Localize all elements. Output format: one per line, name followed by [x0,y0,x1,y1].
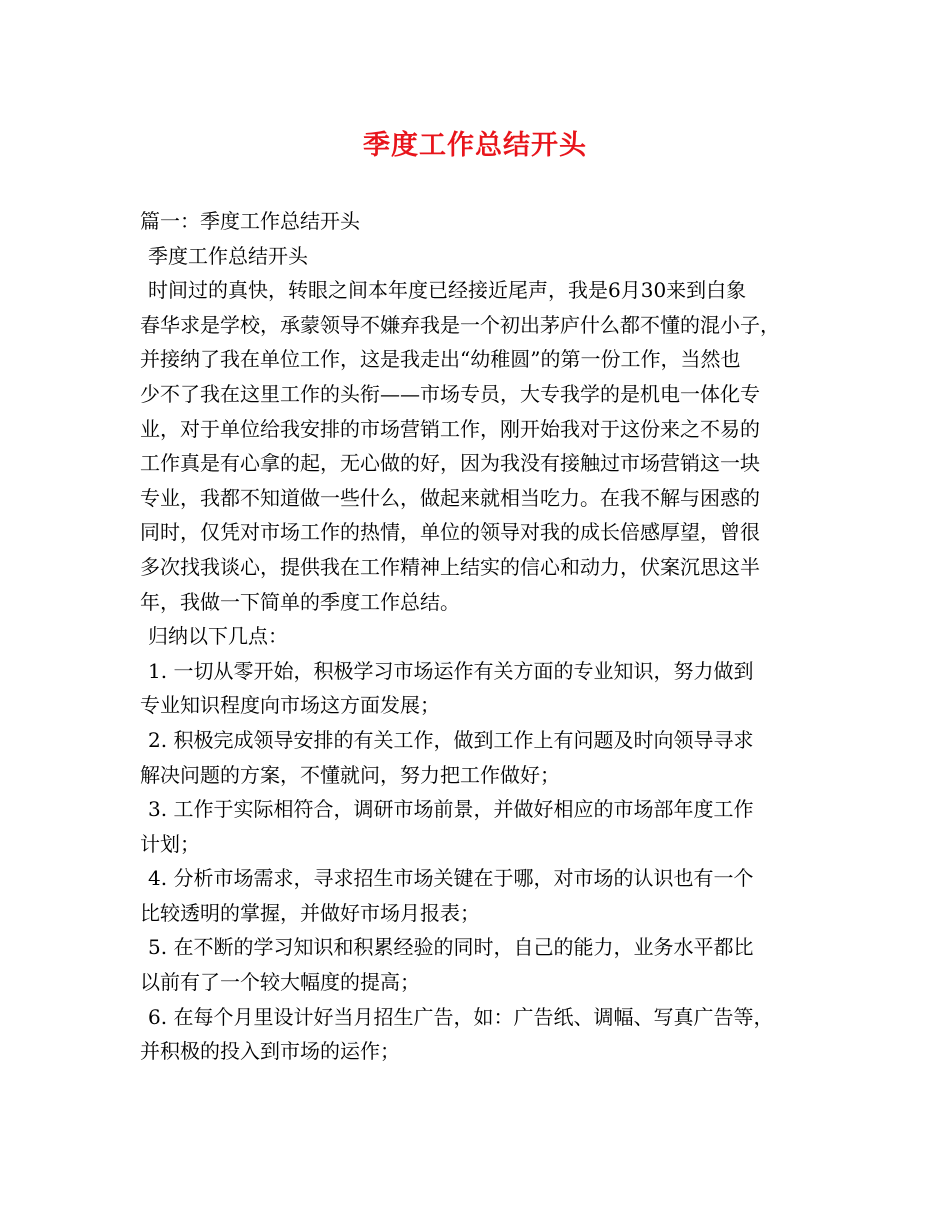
list-item-line: 2. 积极完成领导安排的有关工作，做到工作上有问题及时向领导寻求 [148,727,754,752]
list-item-line: 5. 在不断的学习知识和积累经验的同时，自己的能力，业务水平都比 [148,935,754,960]
list-item-line: 专业知识程度向市场这方面发展； [140,693,440,718]
body-line: 同时，仅凭对市场工作的热情，单位的领导对我的成长倍感厚望，曾很 [140,520,760,545]
body-line: 多次找我谈心，提供我在工作精神上结实的信心和动力，伏案沉思这半 [140,554,760,579]
list-item-line: 以前有了一个较大幅度的提高； [140,970,420,995]
body-line: 业，对于单位给我安排的市场营销工作，刚开始我对于这份来之不易的 [140,416,760,441]
body-line: 春华求是学校，承蒙领导不嫌弃我是一个初出茅庐什么都不懂的混小子， [140,312,780,337]
list-intro: 归纳以下几点： [148,624,288,649]
body-line: 并接纳了我在单位工作，这是我走出“幼稚圆”的第一份工作，当然也 [140,347,741,372]
body-line: 工作真是有心拿的起，无心做的好，因为我没有接触过市场营销这一块 [140,451,760,476]
document-body [140,204,816,1069]
body-line: 专业，我都不知道做一些什么，做起来就相当吃力。在我不解与困惑的 [140,485,760,510]
list-item-line: 比较透明的掌握，并做好市场月报表； [140,900,480,925]
document-title: 季度工作总结开头 [363,130,587,161]
section-heading: 篇一：季度工作总结开头 [140,209,360,233]
body-line: 年，我做一下简单的季度工作总结。 [140,589,460,614]
list-item-line: 6. 在每个月里设计好当月招生广告，如：广告纸、调幅、写真广告等， [148,1004,774,1029]
list-item-line: 解决问题的方案，不懂就问，努力把工作做好； [140,762,560,787]
list-item-line: 计划； [140,831,200,856]
body-line: 时间过的真快，转眼之间本年度已经接近尾声，我是6月30来到白象 [148,278,747,303]
list-item-line: 1. 一切从零开始，积极学习市场运作有关方面的专业知识，努力做到 [148,658,754,683]
body-line: 少不了我在这里工作的头衔——市场专员，大专我学的是机电一体化专 [140,381,760,406]
list-item-line: 4. 分析市场需求，寻求招生市场关键在于哪，对市场的认识也有一个 [148,866,754,891]
subsection-heading: 季度工作总结开头 [148,243,308,268]
list-item-line: 并积极的投入到市场的运作； [140,1039,400,1064]
list-item-line: 3. 工作于实际相符合，调研市场前景，并做好相应的市场部年度工作 [148,797,754,822]
